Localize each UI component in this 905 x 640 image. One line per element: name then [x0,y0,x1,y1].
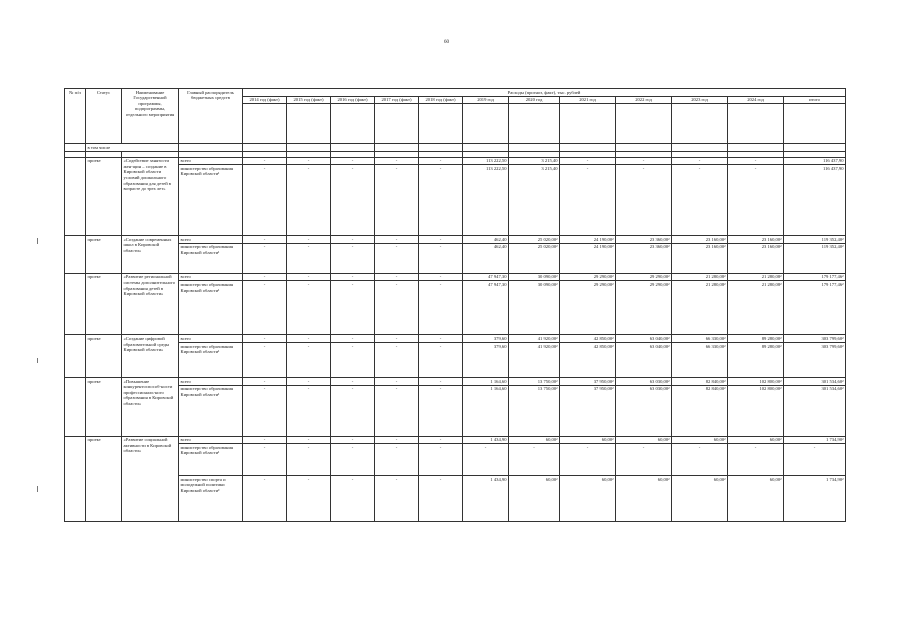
value-cell: - [375,444,419,476]
header-year: 2023 год [672,96,728,104]
value-cell: - [243,343,287,378]
value-cell: 1 164,60 [463,385,509,436]
value-cell: - [243,444,287,476]
value-cell: 60,00² [616,476,672,522]
value-cell: - [375,378,419,386]
table-row [65,243,846,273]
value-cell: 13 750,00² [509,378,560,386]
value-cell: 21 280,08² [728,273,784,281]
value-cell: 42 850,00² [560,343,616,378]
value-cell: 23 360,00² [616,236,672,244]
value-cell: 66 330,00² [672,335,728,343]
value-cell: - [287,157,331,165]
manager-cell: всего [179,273,243,281]
value-cell: - [287,378,331,386]
value-cell: 82 840,00² [672,385,728,436]
value-cell: 1 734,90² [784,476,846,522]
value-cell: - [728,165,784,236]
value-cell: 41 920,00² [509,335,560,343]
header-year: 2024 год [728,96,784,104]
value-cell: - [419,476,463,522]
value-cell: 3 215,40 [509,165,560,236]
value-cell: - [419,385,463,436]
table-row [65,444,846,476]
manager-cell: министерство образования Кировской области¹ [179,385,243,436]
value-cell: - [287,444,331,476]
manager-cell: министерство образования Кировской области¹ [179,165,243,236]
value-cell: 23 160,00² [728,236,784,244]
value-cell: - [784,444,846,476]
value-cell: 3 215,40 [509,157,560,165]
value-cell: 301 534,60² [784,385,846,436]
value-cell: - [243,476,287,522]
manager-cell: всего [179,436,243,444]
project-name: «Повышение конкурентоспособ-ности профессиональ-ного образования в Кировской области» [122,378,179,437]
value-cell: 24 190,00² [560,236,616,244]
header-year: 2018 год (факт) [419,96,463,104]
value-cell: 25 020,00² [509,236,560,244]
value-cell: - [419,335,463,343]
value-cell: 1 734,90² [784,436,846,444]
value-cell: - [331,236,375,244]
value-cell: - [243,385,287,436]
value-cell: 102 800,00² [728,385,784,436]
group-label: в том числе [86,144,179,152]
value-cell: - [375,436,419,444]
value-cell: - [672,444,728,476]
project-status: проект [86,436,122,522]
value-cell: 116 437,90 [784,157,846,165]
value-cell: - [331,436,375,444]
value-cell: 82 840,00² [672,378,728,386]
value-cell: 113 222,50 [463,165,509,236]
value-cell: 379,60 [463,343,509,378]
value-cell: 179 177,46² [784,281,846,335]
value-cell: 29 290,00² [560,273,616,281]
value-cell: 66 330,00² [672,343,728,378]
value-cell: - [287,335,331,343]
value-cell: - [243,436,287,444]
header-year: 2020 год [509,96,560,104]
value-cell: 23 360,00² [616,243,672,273]
value-cell: 23 160,00² [672,236,728,244]
value-cell: 60,00² [616,436,672,444]
value-cell: 60,00² [560,436,616,444]
value-cell: - [419,236,463,244]
value-cell: 24 190,00² [560,243,616,273]
header-group: Расходы (прогноз, факт), тыс. рублей [243,89,846,97]
value-cell: 63 040,00² [616,343,672,378]
manager-cell: министерство спорта и молодежной политики Кировской области³ [179,476,243,522]
value-cell: 119 352,40² [784,236,846,244]
value-cell: - [331,378,375,386]
project-status: проект [86,157,122,236]
value-cell: 303 799,60² [784,343,846,378]
project-name: «Развитие региональной системы дополнительного образования детей в Кировской области» [122,273,179,335]
value-cell: - [287,436,331,444]
value-cell: - [375,385,419,436]
manager-cell: всего [179,236,243,244]
value-cell: - [331,476,375,522]
table-row [65,335,846,343]
value-cell: - [463,444,509,476]
header-row-1 [65,89,846,97]
value-cell: 23 160,00² [728,243,784,273]
value-cell: - [672,157,728,165]
value-cell: 119 352,40² [784,243,846,273]
value-cell: - [419,444,463,476]
value-cell: - [287,343,331,378]
value-cell: - [375,157,419,165]
value-cell: - [419,273,463,281]
header-year: 2017 год (факт) [375,96,419,104]
header-year: 2019 год [463,96,509,104]
manager-cell: всего [179,157,243,165]
value-cell: 30 090,00² [509,281,560,335]
header-year: 2022 год [616,96,672,104]
value-cell: 21 280,08² [728,281,784,335]
table-row [65,157,846,165]
value-cell: - [375,343,419,378]
value-cell: 23 160,00² [672,243,728,273]
value-cell: 60,00² [728,476,784,522]
value-cell: 63 040,00² [616,335,672,343]
group-row [65,144,846,152]
value-cell: - [672,165,728,236]
table-row [65,476,846,522]
value-cell: - [375,281,419,335]
value-cell: 60,00² [560,476,616,522]
value-cell: 47 947,30 [463,281,509,335]
value-cell: - [243,273,287,281]
value-cell: 462,40 [463,236,509,244]
value-cell: - [243,281,287,335]
budget-table [64,88,846,522]
value-cell: - [243,243,287,273]
header-status: Статус [86,89,122,144]
value-cell: - [419,281,463,335]
value-cell: - [616,444,672,476]
value-cell: - [331,281,375,335]
value-cell: - [419,243,463,273]
header-year: 2021 год [560,96,616,104]
value-cell: - [728,157,784,165]
value-cell: 60,00² [672,436,728,444]
value-cell: - [287,476,331,522]
value-cell: 60,00² [509,476,560,522]
table-row [65,378,846,386]
manager-cell: всего [179,335,243,343]
project-name: «Развитие социальной активности в Кировской области» [122,436,179,522]
value-cell: 60,00² [728,436,784,444]
header-year: 2015 год (факт) [287,96,331,104]
value-cell: - [375,165,419,236]
value-cell: - [509,444,560,476]
value-cell: 37 950,00² [560,385,616,436]
value-cell: 63 030,00² [616,385,672,436]
value-cell: 1 164,60 [463,378,509,386]
table-row [65,165,846,236]
value-cell: 462,40 [463,243,509,273]
value-cell: - [243,236,287,244]
value-cell: - [331,243,375,273]
value-cell: 116 437,90 [784,165,846,236]
value-cell: 379,60 [463,335,509,343]
header-num: № п/п [65,89,86,144]
value-cell: - [560,157,616,165]
scan-artifact [37,358,38,363]
manager-cell: всего [179,378,243,386]
header-year: 2016 год (факт) [331,96,375,104]
value-cell: 37 950,00² [560,378,616,386]
table-row [65,343,846,378]
value-cell: 25 020,00² [509,243,560,273]
value-cell: - [243,157,287,165]
project-status: проект [86,273,122,335]
value-cell: - [419,343,463,378]
project-status: проект [86,335,122,378]
scan-artifact [37,486,38,492]
value-cell: 29 290,00² [560,281,616,335]
table-row [65,436,846,444]
value-cell: 47 947,30 [463,273,509,281]
value-cell: 21 280,08² [672,281,728,335]
value-cell: - [375,273,419,281]
project-status: проект [86,378,122,437]
manager-cell: министерство образования Кировской области¹ [179,343,243,378]
header-year: 2014 год (факт) [243,96,287,104]
project-status: проект [86,236,122,274]
value-cell: - [331,385,375,436]
value-cell: - [331,343,375,378]
value-cell: - [560,165,616,236]
project-name: «Создание цифровой образовательной среды Кировской области» [122,335,179,378]
value-cell: - [331,444,375,476]
value-cell: 102 800,00² [728,378,784,386]
header-name: Наименование Государственной программы, подпрограммы, отдельного мероприятия [122,89,179,144]
project-name: «Создание современных школ в Кировской области» [122,236,179,274]
manager-cell: министерство образования Кировской области¹ [179,243,243,273]
value-cell: - [243,335,287,343]
project-name: «Содействие занятости жен-щин – создание в Кировской области условий дошкольного образования для детей в возрасте до трех лет» [122,157,179,236]
value-cell: 1 434,90 [463,436,509,444]
table-row [65,236,846,244]
value-cell: - [419,157,463,165]
value-cell: - [375,243,419,273]
value-cell: - [419,436,463,444]
value-cell: 303 799,60² [784,335,846,343]
value-cell: - [419,378,463,386]
value-cell: - [728,444,784,476]
value-cell: - [375,335,419,343]
value-cell: 60,00² [672,476,728,522]
value-cell: - [287,281,331,335]
value-cell: 60,00² [509,436,560,444]
value-cell: - [331,157,375,165]
value-cell: 89 280,00² [728,335,784,343]
value-cell: 29 290,00² [616,281,672,335]
value-cell: - [616,165,672,236]
value-cell: 1 434,90 [463,476,509,522]
value-cell: - [616,157,672,165]
value-cell: - [331,335,375,343]
page-number: 60 [444,40,449,45]
value-cell: - [287,165,331,236]
manager-cell: министерство образования Кировской области¹ [179,444,243,476]
header-year: итого [784,96,846,104]
value-cell: - [287,385,331,436]
value-cell: - [375,476,419,522]
value-cell: 89 280,00² [728,343,784,378]
value-cell: - [243,378,287,386]
value-cell: 113 222,50 [463,157,509,165]
value-cell: 30 090,00² [509,273,560,281]
table-row [65,281,846,335]
scan-artifact [37,238,38,244]
value-cell: - [331,273,375,281]
value-cell: 13 750,00² [509,385,560,436]
value-cell: 179 177,46² [784,273,846,281]
value-cell: 41 920,00² [509,343,560,378]
table-row [65,385,846,436]
value-cell: - [243,165,287,236]
manager-cell: министерство образования Кировской области¹ [179,281,243,335]
value-cell: 42 850,00² [560,335,616,343]
value-cell: - [560,444,616,476]
value-cell: - [287,273,331,281]
value-cell: 301 534,60² [784,378,846,386]
value-cell: - [287,243,331,273]
value-cell: 29 290,00² [616,273,672,281]
value-cell: 63 030,00² [616,378,672,386]
value-cell: - [331,165,375,236]
value-cell: - [287,236,331,244]
value-cell: - [375,236,419,244]
value-cell: - [419,165,463,236]
table-row [65,273,846,281]
header-manager: Главный распорядитель бюджетных средств [179,89,243,144]
value-cell: 21 280,08² [672,273,728,281]
